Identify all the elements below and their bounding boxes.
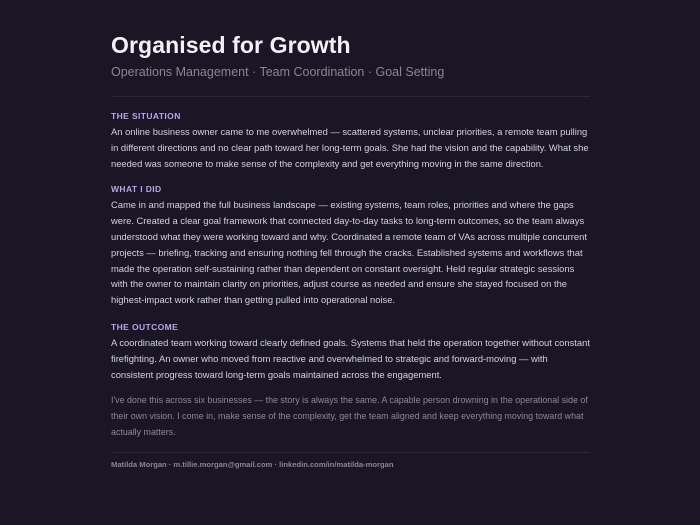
reflection-paragraph: I've done this across six businesses — the story is always the same. A capable person drowning in the operational side of their own vision. I come in, make sense of the complexity, get the team aligned and keep everything moving toward what actually matters.	[111, 395, 588, 437]
section-body-outcome: A coordinated team working toward clearly defined goals. Systems that held the operation together without constant firefighting. An owner who moved from reactive and overwhelmed to strategic and forward-moving — with consistent progress toward long-term goals maintained across the engagement.	[111, 336, 590, 380]
footer-divider	[111, 452, 590, 453]
page-subtitle: Operations Management · Team Coordination · Goal Setting	[111, 65, 445, 79]
section-heading-situation: THE SITUATION	[111, 111, 181, 121]
contact-footer: Matilda Morgan · m.tillie.morgan@gmail.com · linkedin.com/in/matilda-morgan	[111, 459, 394, 469]
section-body-situation: An online business owner came to me overwhelmed — scattered systems, unclear priorities, a remote team pulling in different directions and no clear path toward her long-term goals. She had the vision and the capability. What she needed was someone to make sense of the complexity and get everything moving in the same direction.	[111, 126, 589, 169]
section-heading-what-i-did: WHAT I DID	[111, 184, 162, 195]
header-divider	[111, 96, 590, 97]
section-body-what-i-did: Came in and mapped the full business landscape — existing systems, team roles, priorities and where the gaps were. Created a clear goal framework that connected day-to-day tasks to long-term outcomes, so the team always understood what they were working toward and why. Coordinated a remote team of VAs across multiple concurrent projects — briefing, tracking and ensuring nothing fell through the cracks. Established systems and workflows that made the operation self-sustaining rather than dependent on constant oversight. Held regular strategic sessions with the owner to maintain clarity on priorities, adjust course as needed and ensure she stayed focused on the highest-impact work rather than getting pulled into operational noise.	[111, 199, 587, 306]
section-heading-outcome: THE OUTCOME	[111, 321, 179, 332]
section-outcome	[111, 322, 590, 382]
section-situation	[111, 111, 590, 171]
page-title: Organised for Growth	[111, 32, 351, 58]
section-what-i-did	[111, 184, 590, 308]
